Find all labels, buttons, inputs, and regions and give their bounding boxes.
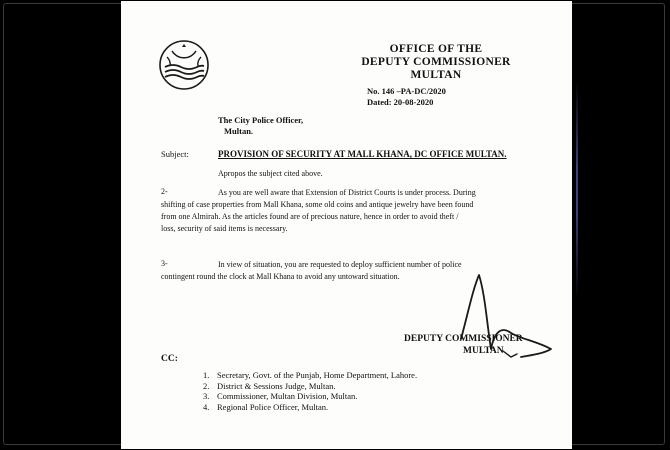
cc-item-number: 1. bbox=[203, 370, 210, 380]
subject-label: Subject: bbox=[161, 149, 189, 159]
signatory-block bbox=[404, 333, 523, 357]
para-3-number: 3- bbox=[161, 259, 168, 268]
para-3-line-2: contingent round the clock at Mall Khana to avoid any untoward situation. bbox=[161, 272, 400, 281]
cc-item-text: Secretary, Govt. of the Punjab, Home Department, Lahore. bbox=[217, 370, 418, 380]
addressee-block bbox=[218, 115, 303, 137]
cc-item bbox=[203, 402, 417, 413]
office-header bbox=[311, 43, 561, 82]
signatory-place: MULTAN bbox=[463, 346, 504, 356]
cc-label: CC: bbox=[161, 354, 178, 364]
opening-line: Apropos the subject cited above. bbox=[218, 169, 323, 178]
para-2-line-2: shifting of case properties from Mall Khana, some old coins and antique jewelry have been found bbox=[161, 200, 474, 209]
cc-item bbox=[203, 381, 417, 392]
cc-list bbox=[203, 370, 417, 412]
scrollbar-edge bbox=[576, 80, 578, 300]
reference-number: No. 146 –PA-DC/2020 bbox=[367, 86, 446, 96]
cc-item-number: 2. bbox=[203, 380, 210, 391]
addressee-line-2: Multan. bbox=[224, 126, 254, 136]
para-2-line-3: from one Almirah. As the articles found are of precious nature, hence in order to avoid theft / bbox=[161, 212, 459, 221]
reference-block bbox=[367, 86, 446, 108]
para-2-number: 2- bbox=[161, 187, 168, 196]
cc-item bbox=[203, 391, 417, 402]
addressee-line-1: The City Police Officer, bbox=[218, 115, 304, 125]
cc-item-text: Commissioner, Multan Division, Multan. bbox=[217, 391, 358, 401]
cc-item-text: Regional Police Officer, Multan. bbox=[217, 401, 329, 412]
signatory-title: DEPUTY COMMISSIONER bbox=[404, 334, 523, 344]
letter-page bbox=[121, 1, 572, 449]
header-line-3: MULTAN bbox=[410, 69, 462, 81]
para-2-line-1: As you are well aware that Extension of District Courts is under process. During bbox=[218, 188, 476, 197]
cc-item bbox=[203, 370, 417, 381]
subject-text: PROVISION OF SECURITY AT MALL KHANA, DC OFFICE MULTAN. bbox=[218, 149, 507, 159]
cc-item-number: 3. bbox=[203, 391, 210, 401]
para-3-line-1: In view of situation, you are requested to deploy sufficient number of police bbox=[218, 260, 462, 269]
header-line-2: DEPUTY COMMISSIONER bbox=[361, 56, 511, 68]
header-line-1: OFFICE OF THE bbox=[389, 43, 483, 55]
punjab-government-emblem bbox=[158, 39, 210, 91]
reference-date: Dated: 20-08-2020 bbox=[367, 97, 434, 107]
cc-item-text: District & Sessions Judge, Multan. bbox=[217, 380, 336, 391]
para-2-line-4: loss, security of said items is necessary. bbox=[161, 224, 288, 233]
cc-item-number: 4. bbox=[203, 401, 210, 412]
